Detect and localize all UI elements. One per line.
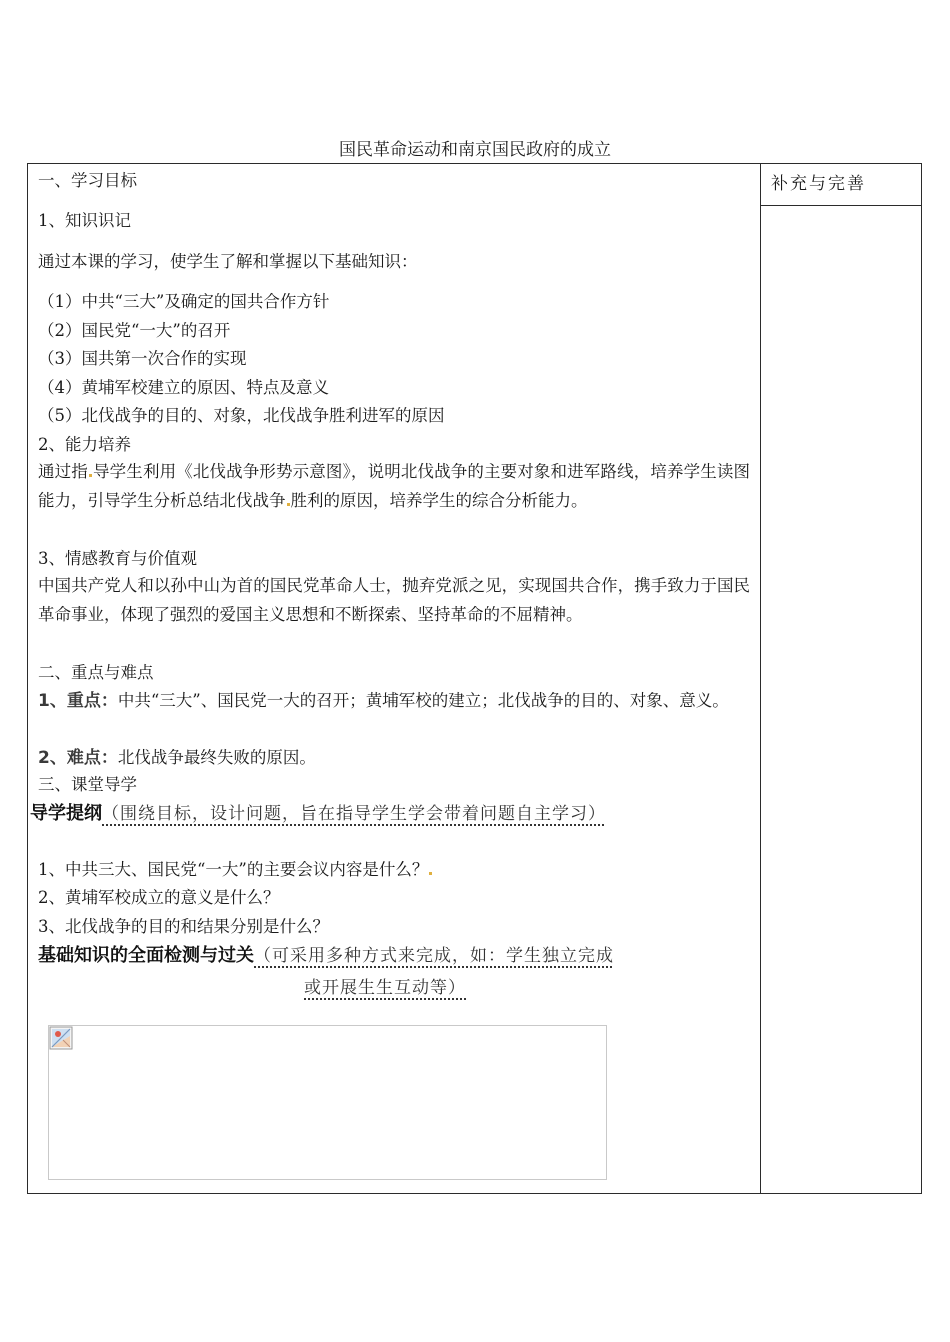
- section3-heading: 三、课堂导学: [38, 775, 137, 794]
- study-outline: [30, 802, 606, 826]
- question-text: 1、中共三大、国民党“一大”的主要会议内容是什么？: [38, 860, 429, 879]
- key-label: 1、重点：: [38, 691, 118, 711]
- difficulty-text: 北伐战争最终失败的原因。: [117, 748, 316, 767]
- test-note-line2: [304, 976, 466, 1000]
- section1-sub1: 1、知识识记: [38, 211, 131, 230]
- outline-label: 导学提纲: [30, 803, 102, 824]
- question: 3、北伐战争的目的和结果分别是什么？: [38, 917, 329, 936]
- image-placeholder: [48, 1025, 607, 1180]
- test-note-1: （可采用多种方式来完成，如：学生独立完成: [254, 946, 614, 966]
- test-note-2: 或开展生生互动等）: [304, 978, 466, 998]
- lesson-table: [27, 163, 922, 1194]
- question: [38, 858, 433, 882]
- broken-image-icon: [49, 1026, 73, 1050]
- section1-sub2: 2、能力培养: [38, 435, 131, 454]
- key-point: [38, 687, 750, 716]
- knowledge-item: （3）国共第一次合作的实现: [38, 349, 247, 368]
- difficulty: [38, 746, 316, 770]
- ability-text-b: 导学生利用《北伐战争形势示意图》，说明北伐战争的主要对象和进军路线，培养学生读图能力，引导学生分析总结北伐战争: [38, 462, 751, 510]
- knowledge-item: （2）国民党“一大”的召开: [38, 321, 231, 340]
- yellow-mark-icon: [287, 503, 290, 506]
- outline-note: （围绕目标，设计问题，旨在指导学生学会带着问题自主学习）: [102, 804, 606, 824]
- section1-intro: 通过本课的学习，使学生了解和掌握以下基础知识：: [38, 252, 418, 271]
- yellow-mark-icon: [89, 474, 92, 477]
- yellow-mark-icon: [429, 872, 432, 875]
- difficulty-label: 2、难点：: [38, 748, 118, 768]
- page-title: 国民革命运动和南京国民政府的成立: [339, 140, 611, 160]
- knowledge-item: （1）中共“三大”及确定的国共合作方针: [38, 292, 330, 311]
- ability-paragraph: [38, 458, 750, 515]
- column-divider: [760, 164, 761, 1193]
- ability-text-a: 通过指: [38, 462, 88, 481]
- section1-heading: 一、学习目标: [38, 171, 137, 190]
- question: 2、黄埔军校成立的意义是什么？: [38, 888, 280, 907]
- emotion-paragraph: 中国共产党人和以孙中山为首的国民党革命人士，抛弃党派之见，实现国共合作，携手致力于国民革命事业，体现了强烈的爱国主义思想和不断探索、坚持革命的不屈精神。: [38, 576, 750, 624]
- side-column-header: [761, 164, 921, 206]
- knowledge-item: （4）黄埔军校建立的原因、特点及意义: [38, 378, 329, 397]
- test-heading: [38, 944, 614, 968]
- test-label: 基础知识的全面检测与过关: [38, 945, 254, 966]
- side-column-title: 补充与完善: [771, 174, 866, 194]
- section2-heading: 二、重点与难点: [38, 663, 154, 682]
- ability-text-c: 胜利的原因，培养学生的综合分析能力。: [290, 490, 588, 510]
- section1-sub3: 3、情感教育与价值观: [38, 549, 197, 568]
- knowledge-item: （5）北伐战争的目的、对象，北伐战争胜利进军的原因: [38, 406, 445, 425]
- key-text: 中共“三大”、国民党一大的召开；黄埔军校的建立；北伐战争的目的、对象、意义。: [117, 691, 729, 710]
